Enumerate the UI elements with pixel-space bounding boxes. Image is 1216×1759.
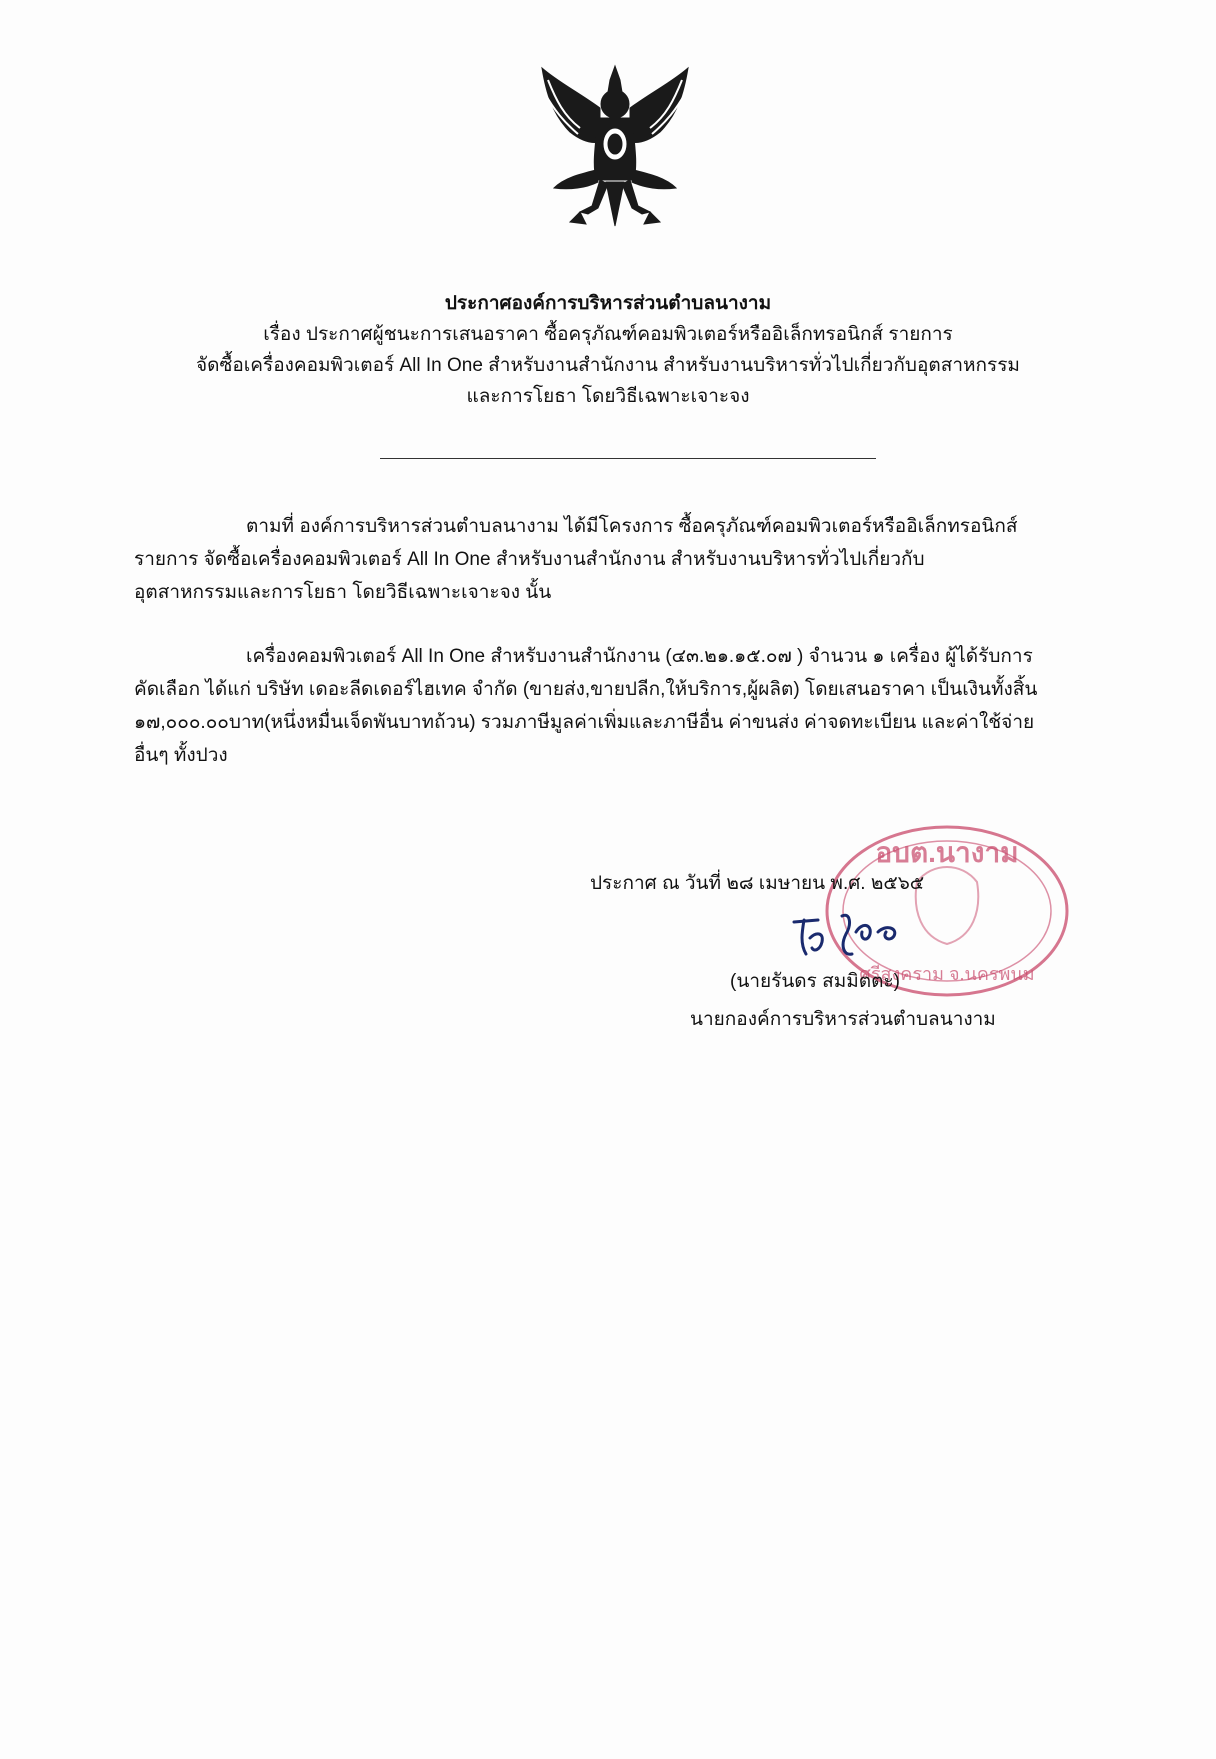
announcement-header [0,288,1216,412]
subject-line-3: และการโยธา โดยวิธีเฉพาะเจาะจง [466,386,750,407]
stamp-text-top: อบต.นางาม [875,837,1019,868]
announcement-title: ประกาศองค์การบริหารส่วนตำบลนางาม [444,293,772,314]
paragraph-line: ตามที่ องค์การบริหารส่วนตำบลนางาม ได้มีโครงการ ซื้อครุภัณฑ์คอมพิวเตอร์หรืออิเล็กทรอนิกส์ [246,516,1018,537]
announcement-date: ประกาศ ณ วันที่ ๒๘ เมษายน พ.ศ. ๒๕๖๕ [590,873,925,894]
subject-line-2: จัดซื้อเครื่องคอมพิวเตอร์ All In One สำหรับงานสำนักงาน สำหรับงานบริหารทั่วไปเกี่ยวกับอุตสาหกรรม [196,355,1020,376]
paragraph-line: คัดเลือก ได้แก่ บริษัท เดอะลีดเดอร์ไฮเทค จำกัด (ขายส่ง,ขายปลีก,ให้บริการ,ผู้ผลิต) โดยเสนอราคา เป็นเงินทั้งสิ้น [134,679,1038,700]
stamp-text-bottom: ศรีสงคราม จ.นครพนม [859,964,1035,984]
paragraph-line: ๑๗,๐๐๐.๐๐บาท(หนึ่งหมื่นเจ็ดพันบาทถ้วน) รวมภาษีมูลค่าเพิ่มและภาษีอื่น ค่าขนส่ง ค่าจดทะเบียน และค่าใช้จ่าย [134,712,1035,733]
subject-line-1: เรื่อง ประกาศผู้ชนะการเสนอราคา ซื้อครุภัณฑ์คอมพิวเตอร์หรืออิเล็กทรอนิกส์ รายการ [263,324,953,345]
signer-position: นายกองค์การบริหารส่วนตำบลนางาม [690,1009,996,1030]
paragraph-background [134,510,1094,609]
paragraph-line: อุตสาหกรรมและการโยธา โดยวิธีเฉพาะเจาะจง นั้น [134,582,552,603]
paragraph-line: รายการ จัดซื้อเครื่องคอมพิวเตอร์ All In One สำหรับงานสำนักงาน สำหรับงานบริหารทั่วไปเกี่ยวกับ [134,549,925,570]
paragraph-line: เครื่องคอมพิวเตอร์ All In One สำหรับงานสำนักงาน (๔๓.๒๑.๑๕.๐๗ ) จำนวน ๑ เครื่อง ผู้ได้รับการ [246,646,1033,667]
header-divider [380,458,876,459]
paragraph-line: อื่นๆ ทั้งปวง [134,745,228,766]
paragraph-award [134,640,1094,772]
signer-name: (นายรันดร สมมิตตะ) [730,971,900,992]
garuda-emblem-icon [530,62,700,232]
handwritten-signature [790,902,930,962]
